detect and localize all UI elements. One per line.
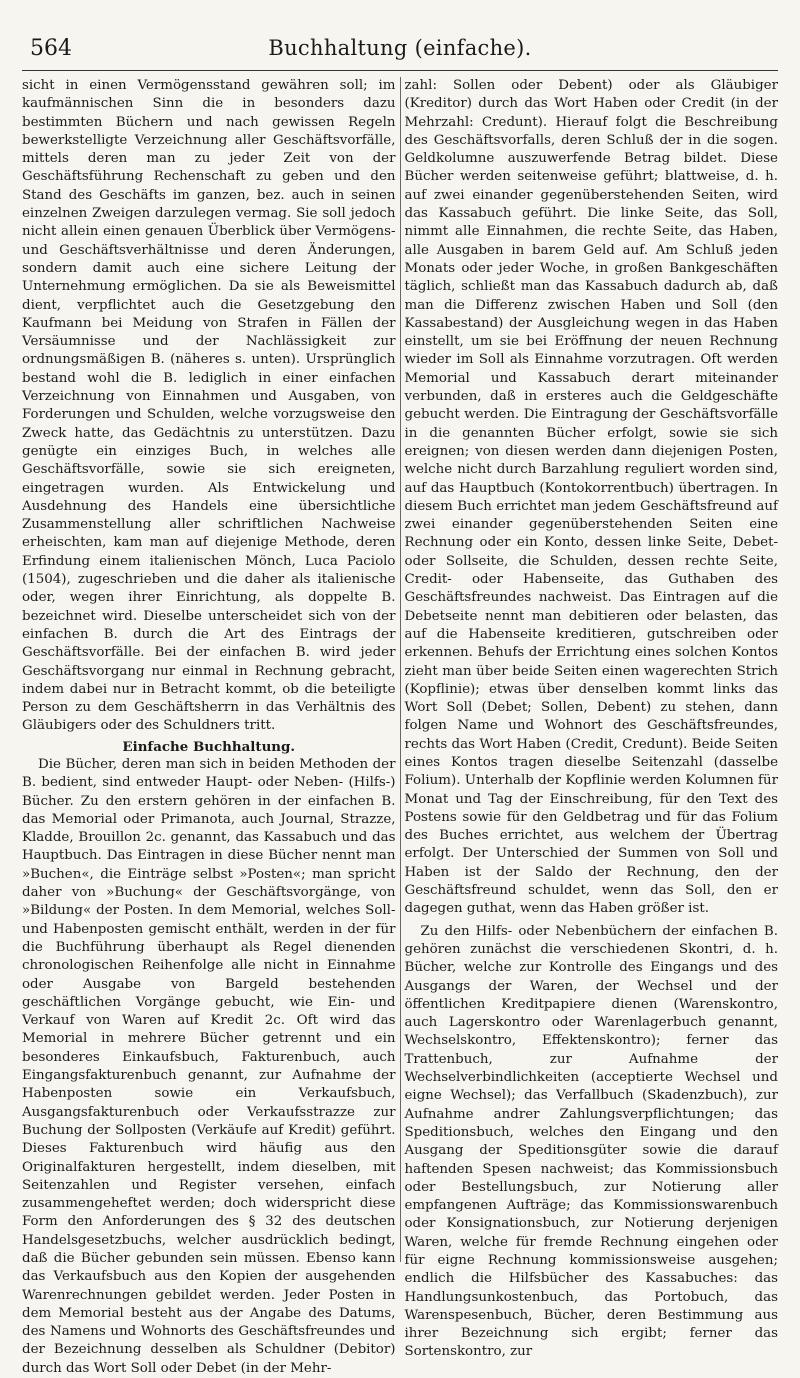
section-heading: Einfache Buchhaltung. bbox=[122, 738, 296, 755]
right-column bbox=[404, 77, 779, 1360]
text-columns bbox=[22, 77, 778, 1376]
right-paragraph-2: Zu den Hilfs- oder Nebenbüchern der einfachen B. gehören zunächst die verschiedenen Skontri, d. h. Bücher, welche zur Kontrolle des Eingangs und des Ausgangs der Waren, der Wechsel und der öffentlichen Kreditpapiere dienen (Warenskontro, auch Lagerskontro oder Warenlagerbuch genannt, Wechselskontro, Effektenskontro); ferner das Trattenbuch, zur Aufnahme der Wechselverbindlichkeiten (acceptierte Wechsel und eigne Wechsel); das Verfallbuch (Skadenzbuch), zur Aufnahme andrer Zahlungsverpflichtungen; das Speditionsbuch, welches den Eingang und den Ausgang der Speditionsgüter sowie die darauf haftenden Spesen nachweist; das Kommissionsbuch oder Bestellungsbuch, zur Notierung aller empfangenen Aufträge; das Kommissionswarenbuch oder Konsignationsbuch, zur Notierung derjenigen Waren, welche für fremde Rechnung eingehen oder für eigne Rechnung kommissionsweise ausgehen; endlich die Hilfsbücher des Kassabuches: das Handlungsunkostenbuch, das Portobuch, das Warenspesenbuch, Bücher, deren Bestimmung aus ihrer Bezeichnung sich ergibt; ferner das Sortenskontro, zur bbox=[404, 923, 778, 1360]
left-paragraph-2: Die Bücher, deren man sich in beiden Methoden der B. bedient, sind entweder Haupt- oder Neben- (Hilfs-) Bücher. Zu den erstern gehören in der einfachen B. das Memorial oder Primanota, auch Journal, Strazze, Kladde, Brouillon 2c. genannt, das Kassabuch und das Hauptbuch. Das Eintragen in diese Bücher nennt man »Buchen«, die Einträge selbst »Posten«; man spricht daher von »Buchung« der Geschäftsvorgänge, von »Bildung« der Posten. In dem Memorial, welches Soll- und Habenposten gemischt enthält, werden in der für die Buchführung überhaupt als Regel dienenden chronologischen Reihenfolge alle nicht in Einnahme oder Ausgabe von Bargeld bestehenden geschäftlichen Vorgänge gebucht, wie Ein- und Verkauf von Waren auf Kredit 2c. Oft wird das Memorial in mehrere Bücher getrennt und ein besonderes Einkaufsbuch, Fakturenbuch, auch Eingangsfakturenbuch genannt, zur Aufnahme der Habenposten sowie ein Verkaufsbuch, Ausgangsfakturenbuch oder Verkaufsstrazze zur Buchung der Sollposten (Verkäufe auf Kredit) geführt. Dieses Fakturenbuch wird häufig aus den Originalfakturen hergestellt, indem dieselben, mit Seitenzahlen und Register versehen, einfach zusammengeheftet werden; doch widerspricht diese Form den Anforderungen des § 32 des deutschen Handelsgesetzbuchs, welcher ausdrücklich bedingt, daß die Bücher gebunden sein müssen. Ebenso kann das Verkaufsbuch aus den Kopien der ausgehenden Warenrechnungen gebildet werden. Jeder Posten in dem Memorial besteht aus der Angabe des Datums, des Namens und Wohnorts des Geschäftsfreundes und der Bezeichnung desselben als Schuldner (Debitor) durch das Wort Soll oder Debet (in der Mehr- bbox=[22, 756, 396, 1376]
right-paragraph-1: zahl: Sollen oder Debent) oder als Gläubiger (Kreditor) durch das Wort Haben oder Credit (in der Mehrzahl: Credunt). Hierauf folgt die Beschreibung des Geschäftsvorfalls, deren Schluß der in die sogen. Geldkolumne auszuwerfende Betrag bildet. Diese Bücher werden seitenweise geführt; blattweise, d. h. auf zwei einander gegenüberstehenden Seiten, wird das Kassabuch geführt. Die linke Seite, das Soll, nimmt alle Einnahmen, die rechte Seite, das Haben, alle Ausgaben in barem Geld auf. Am Schluß jeden Monats oder jeder Woche, in großen Bankgeschäften täglich, schließt man das Kassabuch dadurch ab, daß man die Differenz zwischen Haben und Soll (den Kassabestand) der Ausgleichung wegen in das Haben einstellt, um sie bei Eröffnung der neuen Rechnung wieder im Soll als Einnahme vorzutragen. Oft werden Memorial und Kassabuch derart miteinander verbunden, daß in ersteres auch die Geldgeschäfte gebucht werden. Die Eintragung der Geschäftsvorfälle in die genannten Bücher erfolgt, sowie sie sich ereignen; von diesen werden dann diejenigen Posten, welche nicht durch Barzahlung reguliert worden sind, auf das Hauptbuch (Kontokorrentbuch) übertragen. In diesem Buch errichtet man jedem Geschäftsfreund auf zwei einander gegenüberstehenden Seiten eine Rechnung oder ein Konto, dessen linke Seite, Debet- oder Sollseite, die Schulden, dessen rechte Seite, Credit- oder Habenseite, das Guthaben des Geschäftsfreundes nachweist. Das Eintragen auf die Debetseite nennt man debitieren oder belasten, das auf die Habenseite kreditieren, gutschreiben oder erkennen. Behufs der Errichtung eines solchen Kontos zieht man über beide Seiten einen wagerechten Strich (Kopflinie); etwas über denselben kommt links das Wort Soll (Debet; Sollen, Debent) zu stehen, dann folgen Name und Wohnort des Geschäftsfreundes, rechts das Wort Haben (Credit, Credunt). Beide Seiten eines Kontos tragen dieselbe Seitenzahl (dasselbe Folium). Unterhalb der Kopflinie werden Kolumnen für Monat und Tag der Einschreibung, für den Text des Postens sowie für den Geldbetrag und für das Folium des Buches errichtet, aus welchem der Übertrag erfolgt. Der Unterschied der Summen von Soll und Haben ist der Saldo der Rechnung, den der Geschäftsfreund schuldet, wenn das Soll, den er dagegen guthat, wenn das Haben größer ist. bbox=[404, 78, 778, 917]
page-number: 564 bbox=[30, 36, 72, 61]
running-title: Buchhaltung (einfache). bbox=[268, 36, 532, 60]
left-paragraph-1: sicht in einen Vermögensstand gewähren soll; im kaufmännischen Sinn die in besonders dazu bestimmten Büchern und nach gewissen Regeln bewerkstelligte Verzeichnung aller Geschäftsvorfälle, mittels deren man zu jeder Zeit von der Geschäftsführung Rechenschaft zu geben und den Stand des Geschäfts im ganzen, bez. auch in seinen einzelnen Zweigen darzulegen vermag. Sie soll jedoch nicht allein einen genauen Überblick über Vermögens- und Geschäftsverhältnisse und deren Änderungen, sondern damit auch eine sichere Leitung der Unternehmung ermöglichen. Da sie als Beweismittel dient, verpflichtet auch die Gesetzgebung den Kaufmann bei Meidung von Strafen in Fällen der Versäumnisse und der Nachlässigkeit zur ordnungsmäßigen B. (näheres s. unten). Ursprünglich bestand wohl die B. lediglich in einer einfachen Verzeichnung von Einnahmen und Ausgaben, von Forderungen und Schulden, welche vorzugsweise den Zweck hatte, das Gedächtnis zu unterstützen. Dazu genügte ein einziges Buch, in welches alle Geschäftsvorfälle, sowie sie sich ereigneten, eingetragen wurden. Als Entwickelung und Ausdehnung des Handels eine übersichtliche Zusammenstellung aller schriftlichen Nachweise erheischten, kam man auf diejenige Methode, deren Erfindung einem italienischen Mönch, Luca Paciolo (1504), zugeschrieben und die daher als italienische oder, wegen ihrer Einrichtung, als doppelte B. bezeichnet wird. Dieselbe unterscheidet sich von der einfachen B. durch die Art des Eintrags der Geschäftsvorfälle. Bei der einfachen B. wird jeder Geschäftsvorgang nur einmal in Rechnung gebracht, indem dabei nur in Betracht kommt, ob die beteiligte Person zu dem Geschäftsherrn in das Verhältnis des Gläubigers oder des Schuldners tritt. bbox=[22, 78, 396, 734]
left-column bbox=[22, 77, 396, 1376]
column-divider bbox=[400, 77, 401, 1262]
running-head bbox=[22, 36, 778, 71]
